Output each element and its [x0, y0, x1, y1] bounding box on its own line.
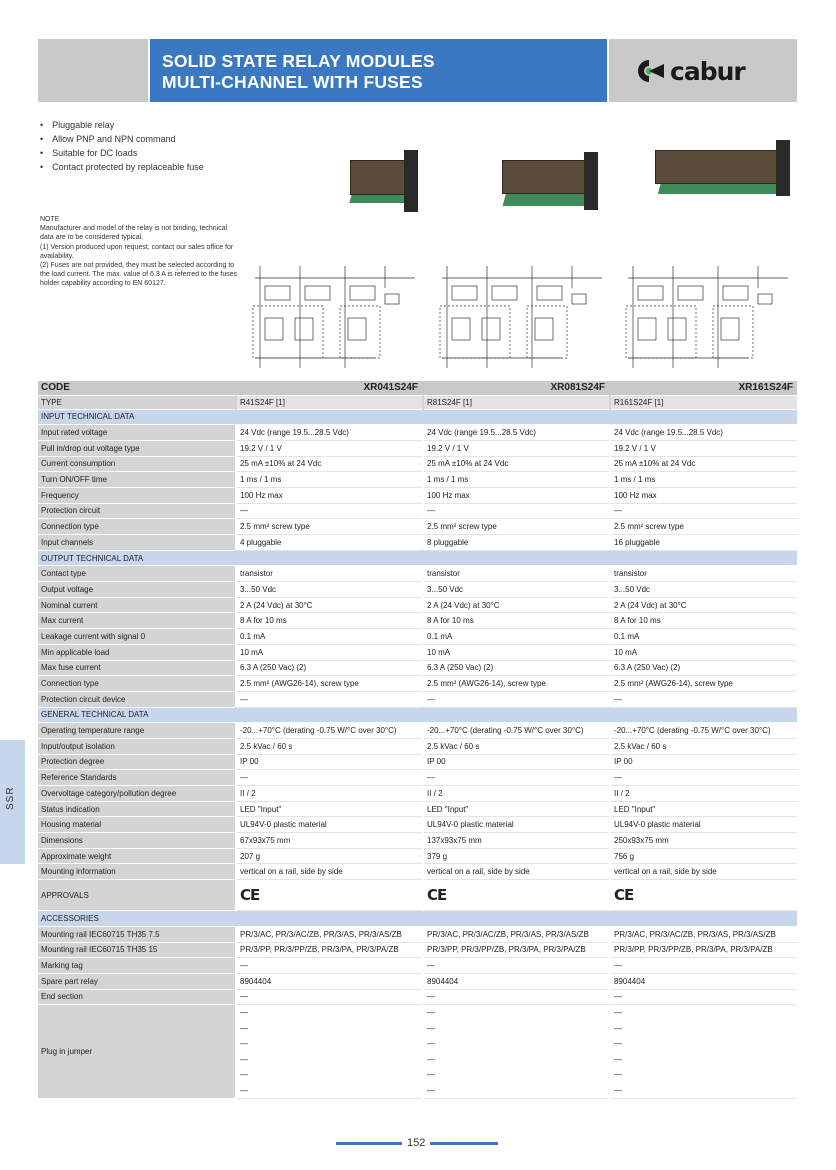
note-block	[40, 215, 238, 289]
row-value: transistor	[424, 566, 609, 582]
row-value: 3...50 Vdc	[611, 582, 797, 598]
row-label: Pull in/drop out voltage type	[38, 440, 235, 456]
row-value: II / 2	[611, 786, 797, 802]
row-value: LED "Input"	[237, 801, 422, 817]
spec-row	[38, 535, 797, 551]
row-value: 100 Hz max	[611, 487, 797, 503]
ce-mark-icon: CE	[614, 886, 634, 905]
accessory-row	[38, 926, 797, 942]
row-label: Spare part relay	[38, 973, 235, 989]
row-value: 0.1 mA	[424, 629, 609, 645]
spec-row	[38, 519, 797, 535]
row-label: Min applicable load	[38, 644, 235, 660]
feature-list	[40, 118, 204, 174]
spec-row	[38, 770, 797, 786]
section-filler	[611, 409, 797, 425]
spec-row	[38, 723, 797, 739]
row-value: 207 g	[237, 848, 422, 864]
row-value: 2.5 kVac / 60 s	[424, 738, 609, 754]
row-value: 8 A for 10 ms	[237, 613, 422, 629]
plugin-jumper-item: —	[427, 1039, 435, 1049]
row-value: vertical on a rail, side by side	[424, 864, 609, 880]
row-value: 8904404	[611, 973, 797, 989]
accessory-row	[38, 958, 797, 974]
row-value: IP 00	[237, 754, 422, 770]
approval-value	[424, 880, 609, 911]
section-filler	[424, 409, 609, 425]
plugin-jumper-item: —	[614, 1008, 622, 1018]
section-title: INPUT TECHNICAL DATA	[38, 409, 235, 425]
row-label: Operating temperature range	[38, 723, 235, 739]
spec-row	[38, 503, 797, 519]
row-value: 24 Vdc (range 19.5...28.5 Vdc)	[611, 425, 797, 441]
row-value: 8904404	[424, 973, 609, 989]
row-label: Protection degree	[38, 754, 235, 770]
section-title: ACCESSORIES	[38, 911, 235, 927]
plugin-jumper-item: —	[427, 1085, 435, 1095]
title-line-2: MULTI-CHANNEL WITH FUSES	[162, 72, 423, 92]
row-value: 2.5 mm² (AWG26-14), screw type	[611, 676, 797, 692]
row-value: vertical on a rail, side by side	[237, 864, 422, 880]
row-value: 2.5 mm² (AWG26-14), screw type	[237, 676, 422, 692]
note-title: NOTE	[40, 216, 60, 223]
row-value: 379 g	[424, 848, 609, 864]
spec-row	[38, 456, 797, 472]
row-label: Mounting rail IEC60715 TH35 15	[38, 942, 235, 958]
row-value: —	[611, 958, 797, 974]
row-label: TYPE	[38, 395, 235, 409]
row-value: 10 mA	[611, 644, 797, 660]
row-value: II / 2	[237, 786, 422, 802]
type-row	[38, 395, 797, 409]
note-line: Manufacturer and model of the relay is not binding, technical data are to be considered typical.	[40, 225, 228, 242]
row-label: Turn ON/OFF time	[38, 472, 235, 488]
section-filler	[237, 550, 422, 566]
section-header	[38, 409, 797, 425]
wiring-diagram-16ch	[618, 258, 798, 376]
row-value: 24 Vdc (range 19.5...28.5 Vdc)	[237, 425, 422, 441]
section-filler	[424, 707, 609, 723]
section-header	[38, 707, 797, 723]
row-label: Approximate weight	[38, 848, 235, 864]
row-label: CODE	[38, 381, 235, 395]
plugin-jumper-item: —	[614, 1023, 622, 1033]
row-value: 25 mA ±10% at 24 Vdc	[611, 456, 797, 472]
cabur-logo-icon	[632, 58, 666, 84]
row-value: 6.3 A (250 Vac) (2)	[611, 660, 797, 676]
row-value: 8904404	[237, 973, 422, 989]
row-value: vertical on a rail, side by side	[611, 864, 797, 880]
row-label: Contact type	[38, 566, 235, 582]
ce-mark-icon: CE	[240, 886, 260, 905]
spec-table	[38, 381, 797, 1099]
row-value: -20...+70°C (derating -0.75 W/°C over 30°C)	[424, 723, 609, 739]
row-value: 2 A (24 Vdc) at 30°C	[611, 597, 797, 613]
row-value: 67x93x75 mm	[237, 833, 422, 849]
approvals-row	[38, 880, 797, 911]
section-filler	[611, 707, 797, 723]
row-value: PR/3/AC, PR/3/AC/ZB, PR/3/AS, PR/3/AS/ZB	[237, 926, 422, 942]
row-label: Current consumption	[38, 456, 235, 472]
row-label: Nominal current	[38, 597, 235, 613]
plugin-jumper-row	[38, 1005, 797, 1099]
spec-row	[38, 738, 797, 754]
row-value: 25 mA ±10% at 24 Vdc	[237, 456, 422, 472]
row-label: Plug in jumper	[38, 1005, 235, 1099]
row-value: 8 A for 10 ms	[424, 613, 609, 629]
plugin-jumper-item: —	[427, 1023, 435, 1033]
plugin-jumper-item: —	[240, 1039, 248, 1049]
row-value: LED "Input"	[424, 801, 609, 817]
ce-mark-icon: CE	[427, 886, 447, 905]
section-filler	[611, 550, 797, 566]
spec-row	[38, 440, 797, 456]
row-value: 3...50 Vdc	[424, 582, 609, 598]
row-value: XR081S24F	[424, 381, 609, 395]
row-value: 19.2 V / 1 V	[237, 440, 422, 456]
row-label: Connection type	[38, 676, 235, 692]
row-value: UL94V-0 plastic material	[611, 817, 797, 833]
row-label: Output voltage	[38, 582, 235, 598]
accessory-row	[38, 942, 797, 958]
row-value: 0.1 mA	[611, 629, 797, 645]
row-value: 756 g	[611, 848, 797, 864]
plugin-jumper-item: —	[427, 1054, 435, 1064]
spec-row	[38, 425, 797, 441]
section-title: OUTPUT TECHNICAL DATA	[38, 550, 235, 566]
row-label: Input channels	[38, 535, 235, 551]
brand-name: cabur	[670, 56, 745, 86]
approval-value	[237, 880, 422, 911]
plugin-jumper-item: —	[614, 1054, 622, 1064]
row-value: 1 ms / 1 ms	[424, 472, 609, 488]
section-header	[38, 911, 797, 927]
spec-row	[38, 613, 797, 629]
row-label: APPROVALS	[38, 880, 235, 911]
spec-row	[38, 487, 797, 503]
plugin-jumper-item: —	[614, 1070, 622, 1080]
page-title	[150, 39, 607, 102]
plugin-jumper-item: —	[240, 1008, 248, 1018]
row-label: Frequency	[38, 487, 235, 503]
plugin-jumper-item: —	[240, 1054, 248, 1064]
row-label: End section	[38, 989, 235, 1005]
section-filler	[237, 409, 422, 425]
accessory-row	[38, 989, 797, 1005]
wiring-diagram-8ch	[432, 258, 612, 376]
row-value: 2.5 mm² screw type	[611, 519, 797, 535]
spec-row	[38, 629, 797, 645]
row-value: 6.3 A (250 Vac) (2)	[424, 660, 609, 676]
row-value: transistor	[611, 566, 797, 582]
plugin-jumper-values	[424, 1005, 609, 1099]
row-value: 8 A for 10 ms	[611, 613, 797, 629]
row-value: 1 ms / 1 ms	[237, 472, 422, 488]
row-value: 250x93x75 mm	[611, 833, 797, 849]
row-value: PR/3/AC, PR/3/AC/ZB, PR/3/AS, PR/3/AS/ZB	[424, 926, 609, 942]
row-label: Max fuse current	[38, 660, 235, 676]
side-tab-label: SSR	[5, 786, 16, 810]
row-value: —	[424, 958, 609, 974]
row-value: —	[611, 989, 797, 1005]
plugin-jumper-item: —	[427, 1008, 435, 1018]
row-label: Mounting rail IEC60715 TH35 7.5	[38, 926, 235, 942]
spec-row	[38, 833, 797, 849]
feature-item: • Contact protected by replaceable fuse	[40, 160, 204, 174]
header-grey-block	[38, 39, 148, 102]
row-value: 2.5 mm² (AWG26-14), screw type	[424, 676, 609, 692]
page-number	[336, 1136, 498, 1150]
spec-row	[38, 597, 797, 613]
plugin-jumper-values	[237, 1005, 422, 1099]
row-label: Input rated voltage	[38, 425, 235, 441]
row-label: Max current	[38, 613, 235, 629]
row-value: 2.5 mm² screw type	[237, 519, 422, 535]
feature-item: • Suitable for DC loads	[40, 146, 204, 160]
row-value: —	[237, 989, 422, 1005]
row-value: —	[237, 958, 422, 974]
row-value: 2.5 kVac / 60 s	[611, 738, 797, 754]
spec-row	[38, 644, 797, 660]
row-value: transistor	[237, 566, 422, 582]
plugin-jumper-item: —	[614, 1085, 622, 1095]
brand-logo	[632, 55, 745, 87]
row-value: 24 Vdc (range 19.5...28.5 Vdc)	[424, 425, 609, 441]
row-value: PR/3/AC, PR/3/AC/ZB, PR/3/AS, PR/3/AS/ZB	[611, 926, 797, 942]
row-value: R161S24F [1]	[611, 395, 797, 409]
accessory-row	[38, 973, 797, 989]
row-value: 2 A (24 Vdc) at 30°C	[237, 597, 422, 613]
row-value: 0.1 mA	[237, 629, 422, 645]
row-value: 6.3 A (250 Vac) (2)	[237, 660, 422, 676]
row-value: 4 pluggable	[237, 535, 422, 551]
row-value: II / 2	[424, 786, 609, 802]
section-filler	[237, 707, 422, 723]
wiring-diagram-4ch	[245, 258, 425, 376]
section-filler	[424, 911, 609, 927]
row-value: —	[237, 503, 422, 519]
note-line: (1) Version produced upon request, contact our sales office for availability.	[40, 243, 234, 260]
spec-row	[38, 566, 797, 582]
row-label: Connection type	[38, 519, 235, 535]
plugin-jumper-values	[611, 1005, 797, 1099]
plugin-jumper-item: —	[427, 1070, 435, 1080]
row-value: UL94V-0 plastic material	[237, 817, 422, 833]
spec-row	[38, 676, 797, 692]
row-value: -20...+70°C (derating -0.75 W/°C over 30°C)	[237, 723, 422, 739]
row-value: 2.5 kVac / 60 s	[237, 738, 422, 754]
row-value: 100 Hz max	[424, 487, 609, 503]
row-value: IP 00	[611, 754, 797, 770]
approval-value	[611, 880, 797, 911]
section-filler	[611, 911, 797, 927]
plugin-jumper-item: —	[240, 1070, 248, 1080]
row-value: —	[611, 691, 797, 707]
row-value: 19.2 V / 1 V	[424, 440, 609, 456]
section-side-tab	[0, 740, 25, 864]
spec-row	[38, 848, 797, 864]
row-value: 25 mA ±10% at 24 Vdc	[424, 456, 609, 472]
row-value: 19.2 V / 1 V	[611, 440, 797, 456]
row-value: -20...+70°C (derating -0.75 W/°C over 30°C)	[611, 723, 797, 739]
spec-row	[38, 801, 797, 817]
plugin-jumper-item: —	[240, 1085, 248, 1095]
row-value: R41S24F [1]	[237, 395, 422, 409]
row-value: —	[611, 503, 797, 519]
row-label: Input/output isolation	[38, 738, 235, 754]
row-value: 10 mA	[237, 644, 422, 660]
plugin-jumper-item: —	[240, 1023, 248, 1033]
row-label: Housing material	[38, 817, 235, 833]
row-label: Mounting information	[38, 864, 235, 880]
row-label: Marking tag	[38, 958, 235, 974]
row-value: —	[611, 770, 797, 786]
spec-row	[38, 472, 797, 488]
row-label: Protection circuit device	[38, 691, 235, 707]
row-value: R81S24F [1]	[424, 395, 609, 409]
note-line: (2) Fuses are not provided, they must be selected according to the load current. The max. value of 6.3 A is referred to the fuses holder capability according to EN 60127.	[40, 262, 238, 288]
row-value: 10 mA	[424, 644, 609, 660]
row-label: Dimensions	[38, 833, 235, 849]
row-value: 1 ms / 1 ms	[611, 472, 797, 488]
spec-row	[38, 582, 797, 598]
row-value: LED "Input"	[611, 801, 797, 817]
spec-row	[38, 754, 797, 770]
row-value: UL94V-0 plastic material	[424, 817, 609, 833]
section-title: GENERAL TECHNICAL DATA	[38, 707, 235, 723]
spec-row	[38, 786, 797, 802]
feature-item: • Pluggable relay	[40, 118, 204, 132]
row-value: —	[424, 770, 609, 786]
row-value: —	[237, 691, 422, 707]
row-label: Status indication	[38, 801, 235, 817]
row-label: Overvoltage category/pollution degree	[38, 786, 235, 802]
row-value: PR/3/PP, PR/3/PP/ZB, PR/3/PA, PR/3/PA/ZB	[237, 942, 422, 958]
row-value: PR/3/PP, PR/3/PP/ZB, PR/3/PA, PR/3/PA/ZB	[424, 942, 609, 958]
row-value: —	[424, 989, 609, 1005]
row-value: 2.5 mm² screw type	[424, 519, 609, 535]
plugin-jumper-item: —	[614, 1039, 622, 1049]
row-value: 8 pluggable	[424, 535, 609, 551]
feature-item: • Allow PNP and NPN command	[40, 132, 204, 146]
row-value: 3...50 Vdc	[237, 582, 422, 598]
spec-row	[38, 817, 797, 833]
section-header	[38, 550, 797, 566]
row-value: XR161S24F	[611, 381, 797, 395]
row-value: PR/3/PP, PR/3/PP/ZB, PR/3/PA, PR/3/PA/ZB	[611, 942, 797, 958]
row-value: XR041S24F	[237, 381, 422, 395]
section-filler	[424, 550, 609, 566]
code-row	[38, 381, 797, 395]
spec-row	[38, 660, 797, 676]
row-value: 16 pluggable	[611, 535, 797, 551]
row-label: Leakage current with signal 0	[38, 629, 235, 645]
row-value: 100 Hz max	[237, 487, 422, 503]
row-label: Protection circuit	[38, 503, 235, 519]
row-value: —	[424, 691, 609, 707]
row-value: —	[424, 503, 609, 519]
row-label: Reference Standards	[38, 770, 235, 786]
row-value: 137x93x75 mm	[424, 833, 609, 849]
row-value: 2 A (24 Vdc) at 30°C	[424, 597, 609, 613]
row-value: IP 00	[424, 754, 609, 770]
spec-row	[38, 864, 797, 880]
title-line-1: SOLID STATE RELAY MODULES	[162, 51, 435, 71]
row-value: —	[237, 770, 422, 786]
spec-row	[38, 691, 797, 707]
page-number-text: 152	[407, 1137, 426, 1149]
section-filler	[237, 911, 422, 927]
